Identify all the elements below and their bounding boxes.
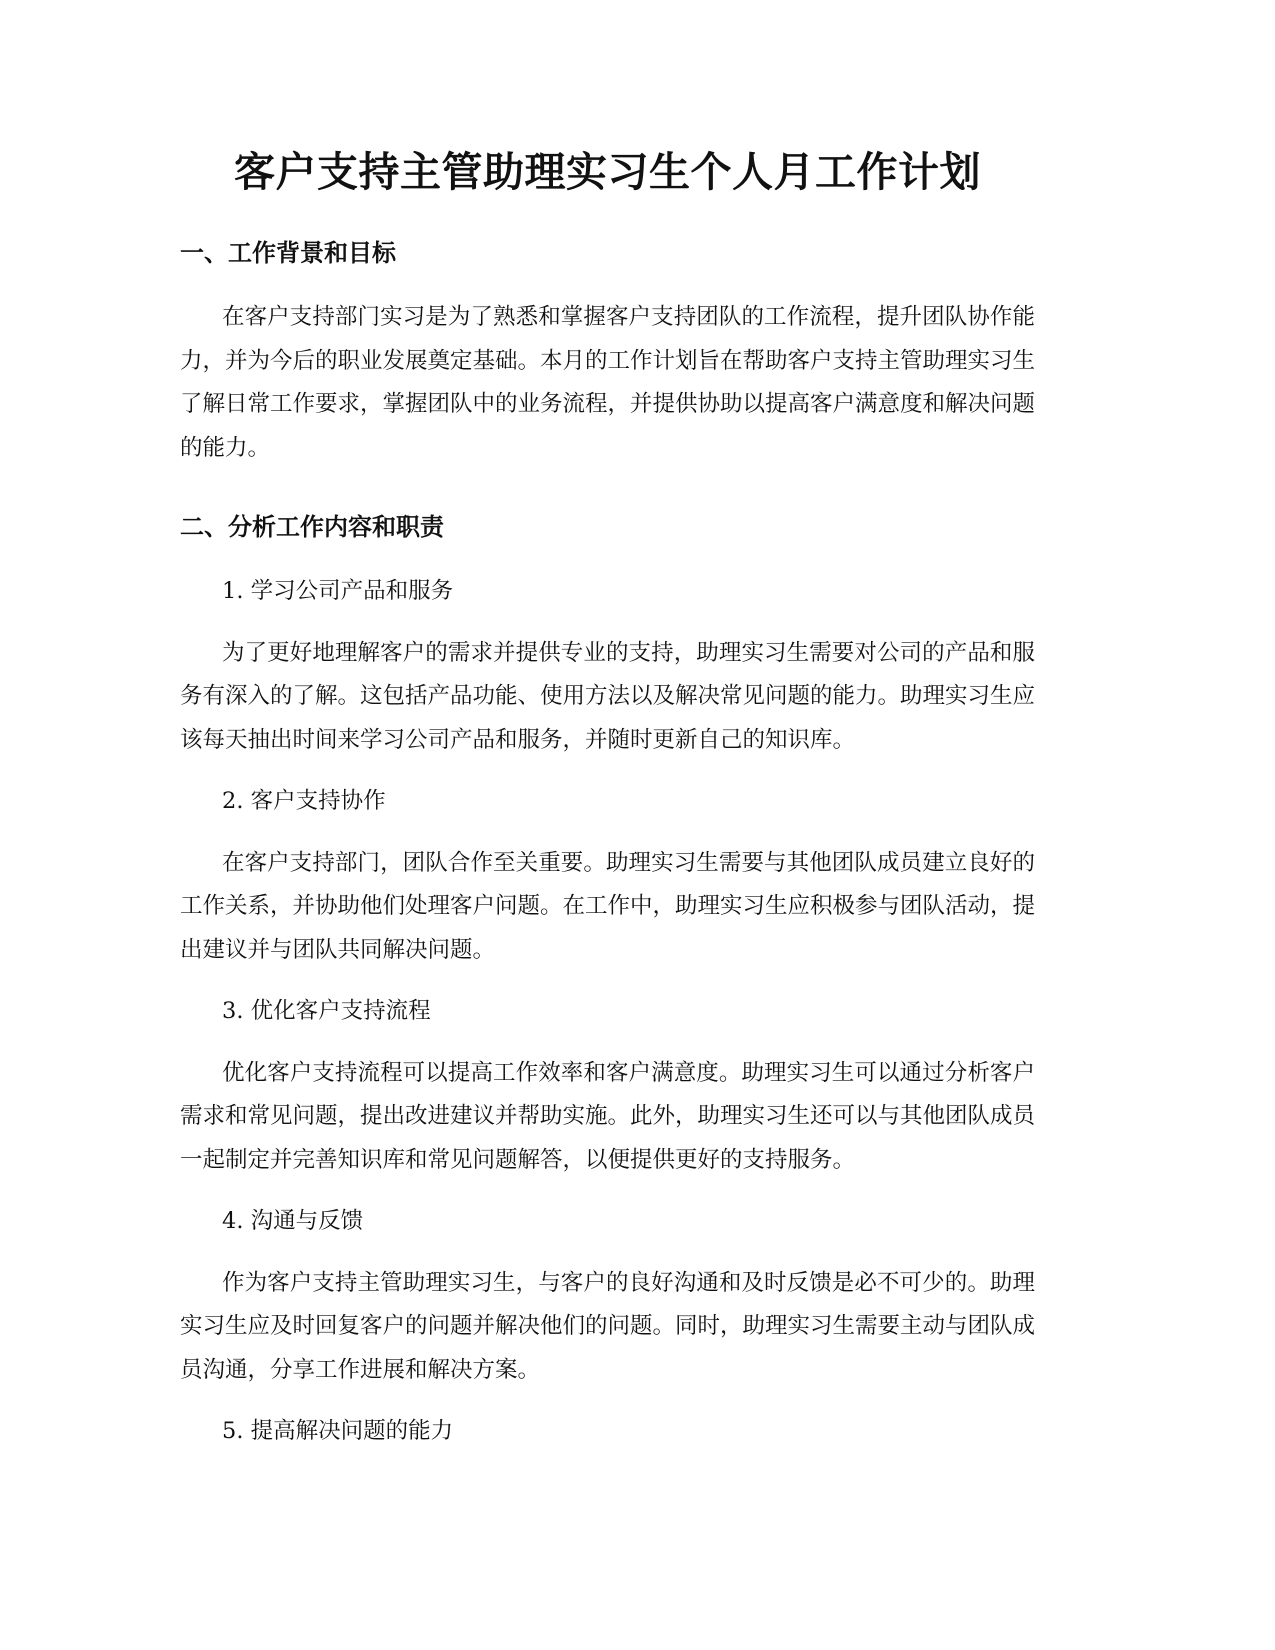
item-paragraph-learn-products: 为了更好地理解客户的需求并提供专业的支持，助理实习生需要对公司的产品和服务有深入的了解。这包括产品功能、使用方法以及解决常见问题的能力。助理实习生应该每天抽出时间来学习公司产品和服务，并随时更新自己的知识库。 — [180, 639, 1036, 753]
item-title-problem-solving: 5. 提高解决问题的能力 — [222, 1418, 454, 1444]
document-title: 客户支持主管助理实习生个人月工作计划 — [234, 148, 981, 196]
item-title-communication: 4. 沟通与反馈 — [222, 1208, 364, 1234]
section-heading-responsibilities: 二、分析工作内容和职责 — [180, 513, 444, 541]
document-page — [180, 142, 1035, 1454]
item-title-learn-products: 1. 学习公司产品和服务 — [222, 578, 454, 604]
section-heading-background: 一、工作背景和目标 — [180, 239, 396, 267]
item-paragraph-optimize-process: 优化客户支持流程可以提高工作效率和客户满意度。助理实习生可以通过分析客户需求和常见问题，提出改进建议并帮助实施。此外，助理实习生还可以与其他团队成员一起制定并完善知识库和常见问题解答，以便提供更好的支持服务。 — [180, 1059, 1036, 1173]
item-title-optimize-process: 3. 优化客户支持流程 — [222, 998, 431, 1024]
item-paragraph-communication: 作为客户支持主管助理实习生，与客户的良好沟通和及时反馈是必不可少的。助理实习生应及时回复客户的问题并解决他们的问题。同时，助理实习生需要主动与团队成员沟通，分享工作进展和解决方案。 — [180, 1269, 1036, 1383]
item-title-collaboration: 2. 客户支持协作 — [222, 788, 386, 814]
background-paragraph: 在客户支持部门实习是为了熟悉和掌握客户支持团队的工作流程，提升团队协作能力，并为今后的职业发展奠定基础。本月的工作计划旨在帮助客户支持主管助理实习生了解日常工作要求，掌握团队中的业务流程，并提供协助以提高客户满意度和解决问题的能力。 — [180, 304, 1036, 461]
item-paragraph-collaboration: 在客户支持部门，团队合作至关重要。助理实习生需要与其他团队成员建立良好的工作关系，并协助他们处理客户问题。在工作中，助理实习生应积极参与团队活动，提出建议并与团队共同解决问题。 — [180, 849, 1036, 963]
